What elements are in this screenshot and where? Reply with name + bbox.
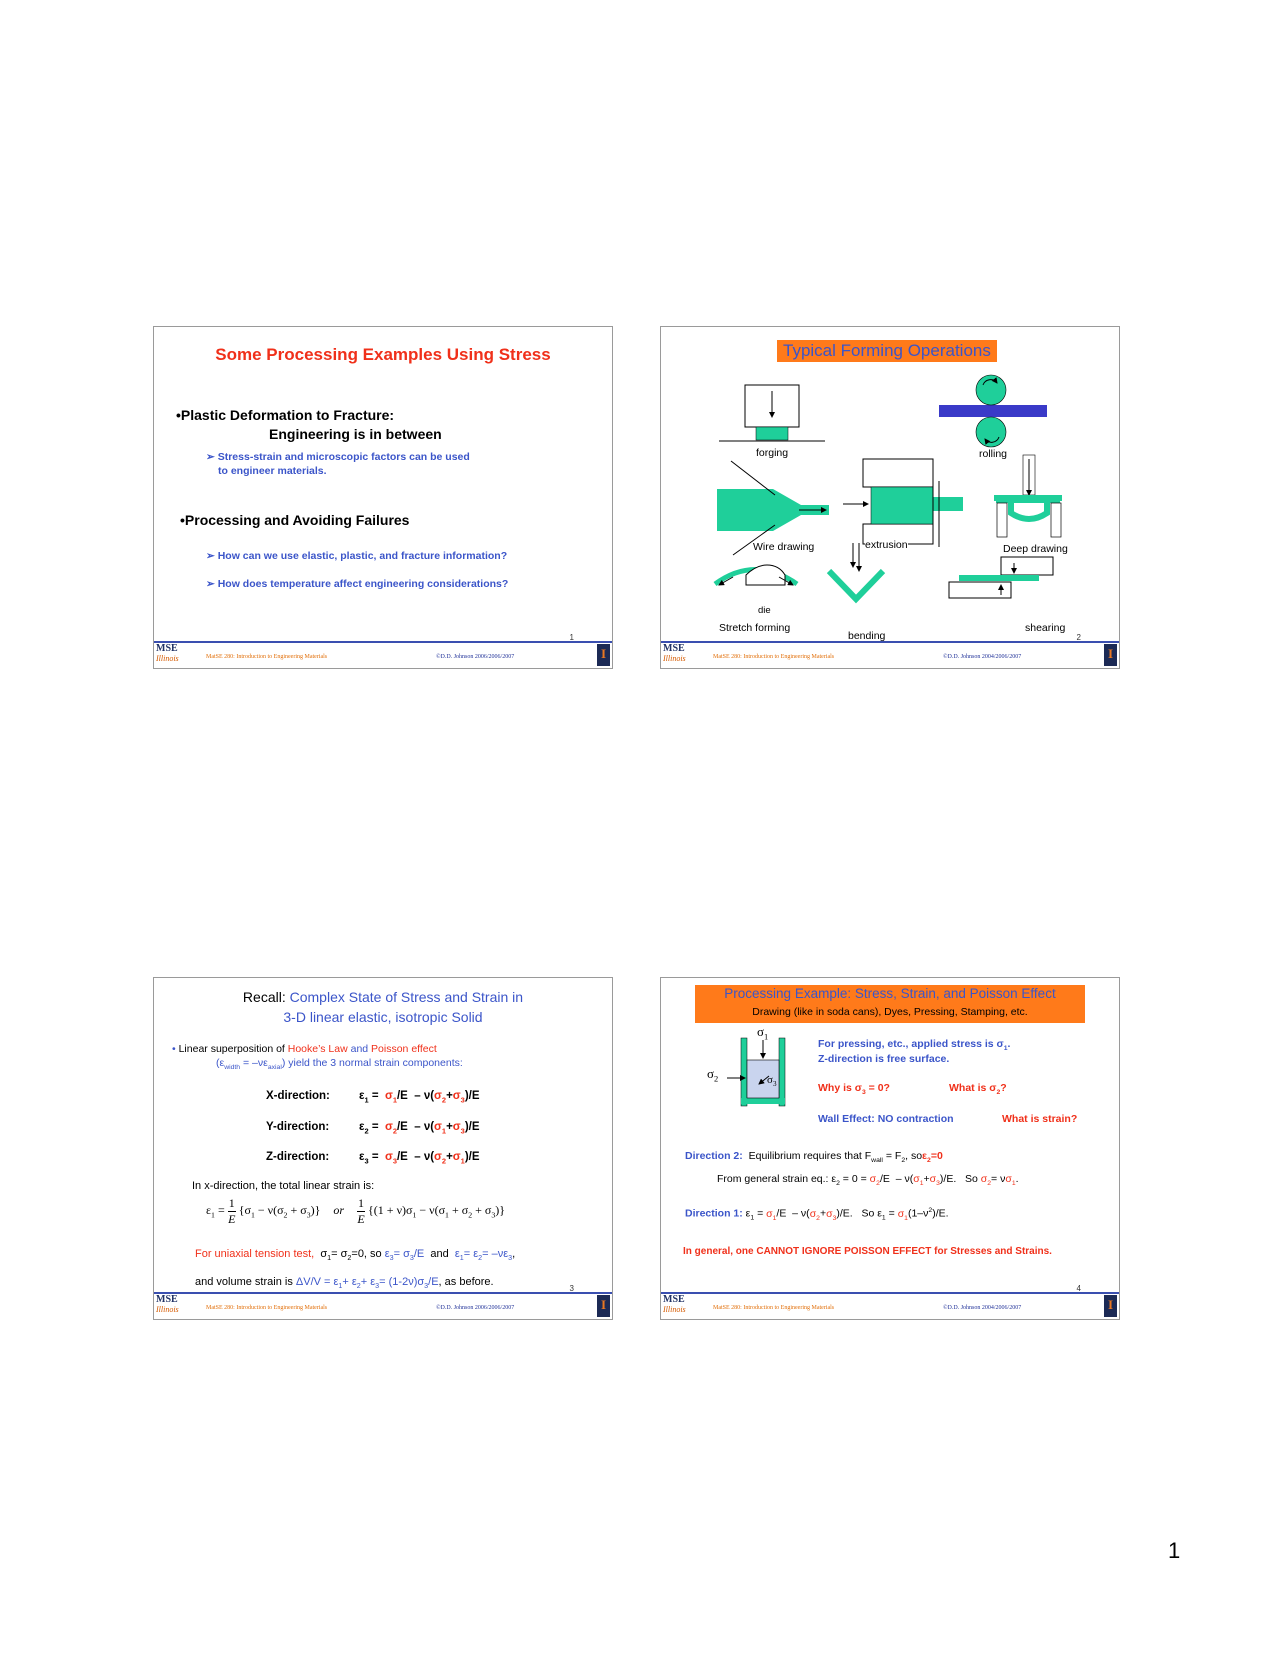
footer-copyright: ©D.D. Johnson 2006/2006/2007 [436, 654, 515, 660]
slide-number: 1 [569, 633, 574, 642]
slide-1-title: Some Processing Examples Using Stress [215, 345, 551, 364]
slide-number: 4 [1076, 1284, 1081, 1293]
y-direction-label: Y-direction: [266, 1121, 330, 1133]
pressing-text: For pressing, etc., applied stress is $\sigma_1$. [818, 1038, 1011, 1053]
bullet-plastic-deformation: •Plastic Deformation to Fracture: [176, 407, 395, 423]
sub-temperature: ➢ How does temperature affect engineering considerations? [206, 578, 509, 590]
forming-operations-diagram [661, 327, 1120, 645]
what-strain-question: What is strain? [1002, 1113, 1078, 1125]
footer-copyright: ©D.D. Johnson 2006/2006/2007 [436, 1305, 515, 1311]
slide-footer [661, 641, 1119, 668]
slide-1 [153, 326, 613, 669]
rolling-figure [939, 375, 1047, 447]
stretch-forming-figure [715, 565, 797, 585]
direction-2-text: Direction 2: Equilibrium requires that $F_{wall} = F_2$, soε$_2$=0 [685, 1150, 943, 1165]
label-forging: forging [756, 447, 789, 459]
what-sigma2-question: What is $\sigma_2$? [949, 1082, 1007, 1097]
label-wire-drawing: Wire drawing [753, 541, 815, 553]
footer-course: MatSE 280: Introduction to Engineering Materials [206, 654, 328, 660]
label-deep-drawing: Deep drawing [1003, 543, 1068, 555]
footer-course: MatSE 280: Introduction to Engineering Materials [713, 654, 835, 660]
general-strain-eq: From general strain eq.: $\varepsilon_2 = 0 = \sigma_2/E - \nu(\sigma_1+\sigma_3)/E$. So $\sigma_2= \nu\sigma_1$. [717, 1173, 1019, 1188]
direction-1-text: Direction 1: $\varepsilon_1 = \sigma_1/E - \nu(\sigma_2+\sigma_3)/E$. So $\varepsilon_1 = \sigma_1(1-\nu^2)/E$. [685, 1207, 949, 1222]
uniaxial-text: For uniaxial tension test, $\sigma_1= \sigma_2=0$, so $\varepsilon_3= \sigma_3/E$ and $\varepsilon_1= \varepsilon_2= -\nu\varepsilon_3$, [195, 1248, 516, 1263]
label-stretch-forming: Stretch forming [719, 622, 791, 634]
slide-2-title: Typical Forming Operations [777, 340, 997, 362]
why-sigma3-question: Why is $\sigma_3 = 0$? [818, 1082, 890, 1097]
illinois-emblem-icon: I [1104, 1295, 1117, 1317]
superposition-text: • Linear superposition of Hooke’s Law and Poisson effect [172, 1043, 437, 1055]
slide-2 [660, 326, 1120, 669]
bending-figure [829, 543, 883, 599]
sigma2-label: $\sigma_2$ [707, 1066, 719, 1084]
label-shearing: shearing [1025, 622, 1066, 634]
wall-effect-text: Wall Effect: NO contraction [818, 1113, 954, 1125]
illinois-emblem-icon: I [1104, 644, 1117, 666]
slide-footer [154, 1292, 612, 1319]
z-direction-label: Z-direction: [266, 1151, 330, 1163]
slide-4-title: Processing Example: Stress, Strain, and Poisson Effect [724, 986, 1056, 1001]
mse-logo: MSE Illinois [156, 1294, 179, 1314]
total-strain-equation: $\varepsilon_1$ = $\frac{1}{E} \{\sigma_1 - \nu(\sigma_2 + \sigma_3)\}$ or $\frac{1}{E} \{(1 + \nu)\sigma_1 - \nu(\sigma_1 + \sigma_2 + \sigma_3)\}$ [206, 1196, 506, 1226]
sigma1-label: $\sigma_1$ [757, 1024, 769, 1042]
slide-3-subtitle: 3-D linear elastic, isotropic Solid [283, 1009, 483, 1025]
conclusion-text: In general, one CANNOT IGNORE POISSON EFFECT for Stresses and Strains. [683, 1246, 1052, 1257]
label-extrusion: extrusion [865, 539, 908, 551]
illinois-emblem-icon: I [597, 1295, 610, 1317]
sub-elastic-plastic: ➢ How can we use elastic, plastic, and fracture information? [206, 550, 508, 562]
deep-drawing-figure [996, 455, 1061, 537]
mse-logo: MSE Illinois [156, 643, 179, 663]
label-rolling: rolling [979, 448, 1008, 460]
illinois-emblem-icon: I [597, 644, 610, 666]
sigma3-label: $\sigma_3$ [767, 1074, 777, 1089]
free-surface-text: Z-direction is free surface. [818, 1053, 950, 1065]
slide-3-title: Recall: Complex State of Stress and Strain in [242, 989, 524, 1005]
slide-4-subtitle: Drawing (like in soda cans), Dyes, Pressing, Stamping, etc. [752, 1006, 1028, 1018]
slide-footer [661, 1292, 1119, 1319]
extrusion-figure [843, 459, 963, 547]
volume-strain-text: and volume strain is $\Delta V/V = \varepsilon_1+ \varepsilon_2+ \varepsilon_3= (1-2\nu)\sigma_3/E$, as before. [195, 1276, 494, 1291]
total-strain-text: In x-direction, the total linear strain is: [192, 1180, 375, 1192]
z-direction-eq: $\varepsilon_3 = \sigma_3/E - \nu(\sigma_2+\sigma_1)/E$ [359, 1151, 480, 1166]
x-direction-label: X-direction: [266, 1090, 330, 1102]
sub-stress-strain: ➢ Stress-strain and microscopic factors can be used [206, 451, 470, 463]
slide-number: 2 [1076, 633, 1081, 642]
footer-course: MatSE 280: Introduction to Engineering Materials [206, 1305, 328, 1311]
slide-4 [660, 977, 1120, 1320]
slide-footer [154, 641, 612, 668]
sub-engineer-materials: to engineer materials. [218, 465, 327, 477]
shearing-figure [949, 557, 1053, 598]
slide-3 [153, 977, 613, 1320]
footer-course: MatSE 280: Introduction to Engineering Materials [713, 1305, 835, 1311]
slide-number: 3 [569, 1284, 574, 1293]
x-direction-eq: $\varepsilon_1 = \sigma_1/E - \nu(\sigma_2+\sigma_3)/E$ [359, 1090, 480, 1105]
page-number: 1 [1168, 1538, 1181, 1563]
bullet-engineering-between: Engineering is in between [269, 426, 442, 442]
footer-copyright: ©D.D. Johnson 2004/2006/2007 [943, 1305, 1022, 1311]
y-direction-eq: $\varepsilon_2 = \sigma_2/E - \nu(\sigma_1+\sigma_3)/E$ [359, 1121, 480, 1136]
mse-logo: MSE Illinois [663, 1294, 686, 1314]
footer-copyright: ©D.D. Johnson 2004/2006/2007 [943, 654, 1022, 660]
label-bending: bending [848, 630, 886, 642]
superposition-text-2: $(\varepsilon_{width} = -\nu\varepsilon_{axial})$ yield the 3 normal strain components: [216, 1057, 463, 1072]
forging-figure [719, 385, 825, 441]
bullet-processing-failures: •Processing and Avoiding Failures [180, 512, 410, 528]
mse-logo: MSE Illinois [663, 643, 686, 663]
label-die: die [758, 605, 771, 616]
